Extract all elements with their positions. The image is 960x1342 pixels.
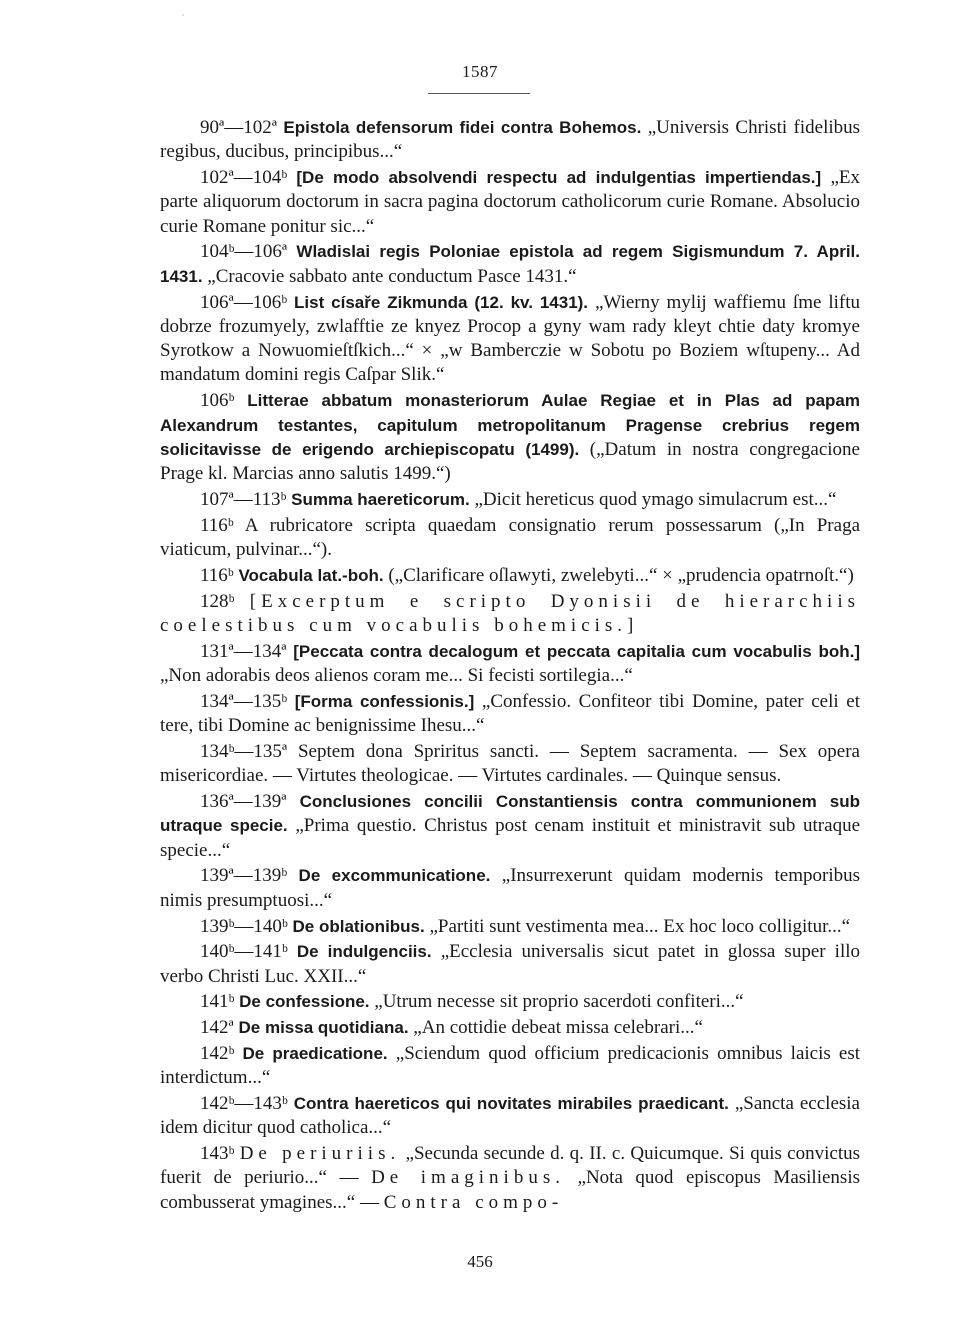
folio-reference: 104ᵇ—106ª	[200, 241, 288, 263]
entry-title: [Forma confessionis.]	[294, 691, 475, 711]
entry-title: Epistola defensorum fidei contra Bohemos.	[283, 118, 642, 137]
spaced-title: Contra compo-	[383, 1191, 564, 1213]
entry-title: Vocabula lat.-boh.	[238, 565, 384, 585]
spaced-title: De periuriis.	[239, 1143, 401, 1165]
folio-reference: 136ª—139ª	[200, 791, 287, 813]
entry-text: „Confessio. Confiteor tibi Domine, pater celi et tere, tibi Domine ac benignissime Ihesu...“	[160, 690, 860, 737]
entry	[160, 1092, 860, 1141]
footer-number: 456	[467, 1252, 493, 1271]
entry	[160, 790, 860, 863]
entry-text: („Clarificare oſlawyti, zwelebyti...“ × „prudencia opatrnoſt.“)	[383, 564, 854, 586]
entry-text: („Datum in nostra congregacione Prage kl. Marcias anno salutis 1499.“)	[160, 438, 860, 485]
entry	[160, 1016, 860, 1040]
entry-title: De indulgenciis.	[296, 942, 432, 962]
entry-text: „Wierny mylij waffiemu ſme liftu dobrze frozumyely, zwlafftie ze knyez Procop a gyny wam rady kleyt chtie daty kromye Syrotkow a Nowuomieſtſkich...“ × „w Bamberczie w Sobotu po Boziem wſtupeny... Ad mandatum domini regis Caſpar Slik.“	[160, 291, 861, 386]
entry-text: „Sciendum quod officium predicacionis omnibus laicis est interdictum...“	[160, 1042, 860, 1089]
entry	[160, 240, 860, 289]
folio-reference: 102ª—104ᵇ	[200, 167, 288, 189]
entry-title: De excommunicatione.	[298, 866, 491, 886]
entry	[160, 389, 860, 486]
folio-reference: 128ᵇ	[200, 590, 235, 612]
entry-title: Summa haereticorum.	[291, 489, 470, 509]
page-number: 1587	[462, 62, 498, 81]
entry-text: „Dicit hereticus quod ymago simulacrum est...“	[469, 488, 837, 510]
spaced-title: [Excerptum e scripto Dyonisii de hierarchiis coelestibus cum vocabulis bohemicis.]	[160, 590, 860, 636]
entry-text: „Ex parte aliquorum doctorum in sacra pagina doctorum catholicorum curie Romane. Absolucio curie Romane ponitur sic...“	[160, 167, 860, 237]
folio-reference: 142ᵇ—143ᵇ	[200, 1093, 288, 1115]
entry	[160, 740, 860, 789]
folio-reference: 134ª—135ᵇ	[200, 690, 288, 712]
entry-text: „Non adorabis deos alienos coram me... Si fecisti sortilegia...“	[160, 665, 633, 687]
entry-text: „Insurrexerunt quidam modernis temporibus nimis presumptuosi...“	[160, 865, 860, 911]
folio-reference: 116ᵇ	[200, 514, 234, 536]
entry	[160, 640, 860, 689]
entry-title: De missa quotidiana.	[238, 1018, 409, 1038]
entry-text: „Cracovie sabbato ante conductum Pasce 1431.“	[202, 265, 577, 287]
entry-text: A rubricatore scripta quaedam consignatio rerum possessarum („In Praga viaticum, pulvinar...“).	[160, 514, 860, 561]
entry	[160, 564, 860, 588]
entry	[160, 116, 860, 165]
folio-reference: 131ª—134ª	[200, 640, 287, 662]
entry-text: „Ecclesia universalis sicut patet in glossa super illo verbo Christi Luc. XXII...“	[160, 941, 861, 987]
folio-reference: 107ª—113ᵇ	[200, 488, 287, 510]
entry-title: List císaře Zikmunda (12. kv. 1431).	[294, 292, 589, 312]
entry	[160, 291, 860, 388]
spaced-title: De imaginibus.	[371, 1167, 565, 1189]
folio-reference: 142ᵇ	[200, 1042, 235, 1064]
entry-text: „An cottidie debeat missa celebrari...“	[408, 1017, 703, 1039]
entry	[160, 990, 860, 1014]
header-rule	[428, 93, 530, 94]
folio-reference: 139ª—139ᵇ	[200, 865, 288, 887]
folio-reference: 116ᵇ	[200, 564, 234, 586]
entry	[160, 940, 860, 989]
entry	[160, 166, 860, 239]
entry	[160, 1142, 860, 1215]
entry-title: Conclusiones concilii Constantiensis contra communionem sub utraque specie.	[160, 792, 861, 836]
entry	[160, 1042, 860, 1091]
entry	[160, 590, 860, 639]
folio-reference: 90ª—102ª	[200, 117, 277, 138]
entry-text: „Nota quod episcopus Masiliensis combusserat ymagines...“ —	[160, 1167, 860, 1213]
entry-text: „Utrum necesse sit proprio sacerdoti confiteri...“	[369, 991, 744, 1013]
entry-title: Wladislai regis Poloniae epistola ad regem Sigismundum 7. April. 1431.	[160, 242, 860, 286]
corner-mark: ʹ	[182, 12, 185, 24]
entry	[160, 488, 860, 512]
entry	[160, 864, 860, 913]
entry-list	[160, 116, 860, 1217]
entry-title: De confessione.	[239, 992, 370, 1012]
folio-reference: 143ᵇ	[200, 1143, 235, 1165]
entry-text: „Universis Christi fidelibus regibus, ducibus, principibus...“	[160, 117, 861, 163]
entry-title: [Peccata contra decalogum et peccata capitalia cum vocabulis boh.]	[293, 641, 860, 661]
folio-reference: 140ᵇ—141ᵇ	[200, 941, 288, 963]
folio-reference: 139ᵇ—140ᵇ	[200, 915, 288, 937]
folio-reference: 106ᵇ	[200, 390, 235, 412]
folio-reference: 134ᵇ—135ª	[200, 740, 288, 762]
entry-title: Contra haereticos qui novitates mirabiles praedicant.	[293, 1094, 729, 1114]
entry	[160, 690, 860, 739]
entry-text: „Partiti sunt vestimenta mea... Ex hoc loco colligitur...“	[424, 915, 851, 937]
entry-title: De praedicatione.	[242, 1043, 388, 1063]
entry-title: Litterae abbatum monasteriorum Aulae Regiae et in Plas ad papam Alexandrum testantes, capitulum metropolitanum Pragense crebrius regem solicitavisse de erigendo archiepiscopatu (1499).	[160, 391, 861, 459]
folio-reference: 141ᵇ	[200, 991, 235, 1013]
entry-text: „Prima questio. Christus post cenam instituit et ministravit sub utraque specie...“	[160, 815, 860, 861]
folio-reference: 142ª	[200, 1017, 234, 1039]
entry-title: [De modo absolvendi respectu ad indulgentias impertiendas.]	[296, 168, 822, 188]
entry-text: „Sancta ecclesia idem dicitur quod catholica...“	[160, 1093, 860, 1139]
entry-text: „Secunda secunde d. q. II. c. Quicumque. Si quis convictus fuerit de periurio...“ —	[160, 1143, 860, 1189]
entry-title: De oblationibus.	[292, 916, 425, 936]
entry-text: Septem dona Spriritus sancti. — Septem sacramenta. — Sex opera misericordiae. — Virtutes theologicae. — Virtutes cardinales. — Quinque sensus.	[160, 740, 860, 787]
folio-reference: 106ª—106ᵇ	[200, 291, 288, 313]
entry	[160, 915, 860, 939]
entry	[160, 514, 860, 563]
